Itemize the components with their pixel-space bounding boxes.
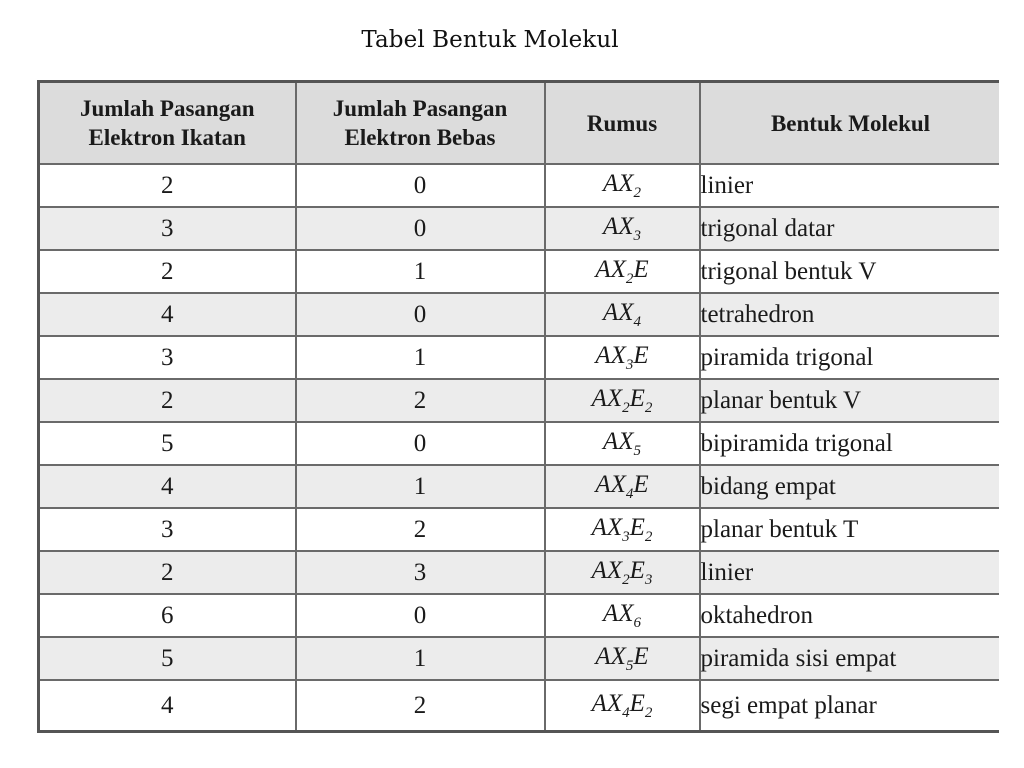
cell-formula: $AX_4E_2$ — [545, 680, 700, 732]
table-row — [39, 594, 1000, 637]
cell-bonding-pairs: 3 — [39, 207, 296, 250]
cell-molecular-shape: bidang empat — [700, 465, 1000, 508]
cell-molecular-shape: planar bentuk T — [700, 508, 1000, 551]
cell-molecular-shape: piramida trigonal — [700, 336, 1000, 379]
molecule-shape-table — [37, 80, 999, 733]
table-row — [39, 293, 1000, 336]
cell-bonding-pairs: 2 — [39, 250, 296, 293]
cell-molecular-shape: segi empat planar — [700, 680, 1000, 732]
cell-lone-pairs: 0 — [296, 164, 545, 207]
table-row — [39, 508, 1000, 551]
cell-bonding-pairs: 3 — [39, 508, 296, 551]
column-header-formula: Rumus — [545, 82, 700, 165]
table-body — [39, 164, 1000, 732]
cell-bonding-pairs: 5 — [39, 422, 296, 465]
cell-molecular-shape: linier — [700, 164, 1000, 207]
table-row — [39, 250, 1000, 293]
cell-molecular-shape: planar bentuk V — [700, 379, 1000, 422]
cell-formula: $AX_3E$ — [545, 336, 700, 379]
cell-molecular-shape: linier — [700, 551, 1000, 594]
cell-lone-pairs: 1 — [296, 637, 545, 680]
cell-lone-pairs: 2 — [296, 508, 545, 551]
cell-molecular-shape: oktahedron — [700, 594, 1000, 637]
cell-formula: $AX_6$ — [545, 594, 700, 637]
cell-formula: $AX_4$ — [545, 293, 700, 336]
cell-molecular-shape: bipiramida trigonal — [700, 422, 1000, 465]
cell-bonding-pairs: 2 — [39, 379, 296, 422]
cell-lone-pairs: 2 — [296, 680, 545, 732]
cell-formula: $AX_2E_3$ — [545, 551, 700, 594]
cell-formula: $AX_2E$ — [545, 250, 700, 293]
cell-lone-pairs: 3 — [296, 551, 545, 594]
table-row — [39, 379, 1000, 422]
table-row — [39, 164, 1000, 207]
column-header-bonding-pairs: Jumlah Pasangan Elektron Ikatan — [39, 82, 296, 165]
cell-lone-pairs: 0 — [296, 207, 545, 250]
cell-molecular-shape: trigonal datar — [700, 207, 1000, 250]
cell-lone-pairs: 0 — [296, 422, 545, 465]
cell-bonding-pairs: 4 — [39, 465, 296, 508]
table-row — [39, 465, 1000, 508]
table-row — [39, 207, 1000, 250]
cell-lone-pairs: 1 — [296, 465, 545, 508]
table-row — [39, 336, 1000, 379]
cell-lone-pairs: 1 — [296, 336, 545, 379]
cell-formula: $AX_4E$ — [545, 465, 700, 508]
cell-bonding-pairs: 3 — [39, 336, 296, 379]
cell-molecular-shape: trigonal bentuk V — [700, 250, 1000, 293]
cell-formula: $AX_2$ — [545, 164, 700, 207]
cell-bonding-pairs: 2 — [39, 551, 296, 594]
table-row — [39, 551, 1000, 594]
cell-formula: $AX_2E_2$ — [545, 379, 700, 422]
cell-bonding-pairs: 4 — [39, 680, 296, 732]
cell-molecular-shape: tetrahedron — [700, 293, 1000, 336]
page-title: Tabel Bentuk Molekul — [361, 27, 619, 53]
table-row — [39, 680, 1000, 732]
column-header-lone-pairs: Jumlah Pasangan Elektron Bebas — [296, 82, 545, 165]
cell-bonding-pairs: 5 — [39, 637, 296, 680]
cell-formula: $AX_3E_2$ — [545, 508, 700, 551]
cell-bonding-pairs: 4 — [39, 293, 296, 336]
cell-bonding-pairs: 6 — [39, 594, 296, 637]
table-row — [39, 422, 1000, 465]
cell-lone-pairs: 2 — [296, 379, 545, 422]
cell-lone-pairs: 0 — [296, 594, 545, 637]
cell-bonding-pairs: 2 — [39, 164, 296, 207]
cell-formula: $AX_5$ — [545, 422, 700, 465]
cell-lone-pairs: 0 — [296, 293, 545, 336]
table-header-row — [39, 82, 1000, 165]
cell-formula: $AX_3$ — [545, 207, 700, 250]
cell-lone-pairs: 1 — [296, 250, 545, 293]
molecule-shape-table-container — [37, 80, 999, 742]
cell-formula: $AX_5E$ — [545, 637, 700, 680]
cell-molecular-shape: piramida sisi empat — [700, 637, 1000, 680]
column-header-molecular-shape: Bentuk Molekul — [700, 82, 1000, 165]
table-row — [39, 637, 1000, 680]
